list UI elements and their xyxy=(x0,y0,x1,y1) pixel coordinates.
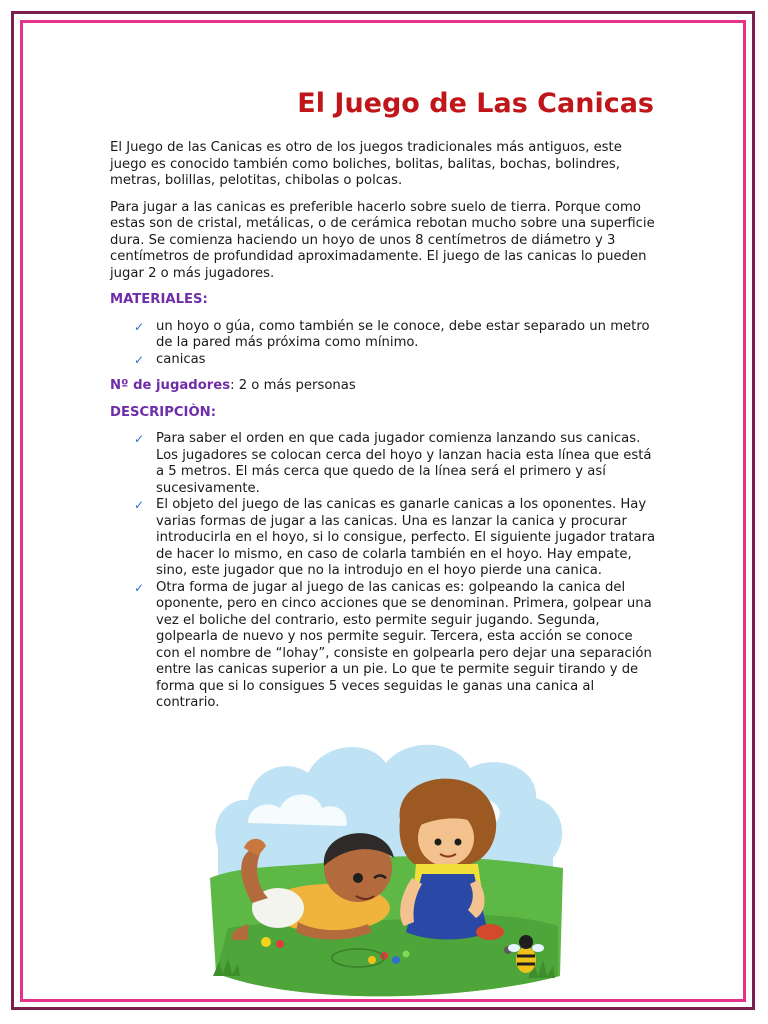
descripcion-list xyxy=(110,431,658,712)
list-item-text: Para saber el orden en que cada jugador comienza lanzando sus canicas. Los jugadores se colocan cerca del hoyo y lanzan hacia esta línea que está a 5 metros. El más cerca que quedo de la línea será el primero y así sucesivamente. xyxy=(156,431,652,496)
bee-head xyxy=(519,935,533,949)
bee-wing xyxy=(508,944,520,952)
marble xyxy=(392,956,400,964)
checkmark-icon: ✓ xyxy=(134,498,145,512)
jugadores-line xyxy=(110,378,658,395)
page-title: El Juego de Las Canicas xyxy=(297,88,654,119)
checkmark-icon: ✓ xyxy=(134,352,145,367)
materiales-list xyxy=(110,319,658,369)
boy-eye xyxy=(353,873,363,883)
list-item xyxy=(110,497,658,580)
intro-paragraph-2: Para jugar a las canicas es preferible hacerlo sobre suelo de tierra. Porque como estas son de cristal, metálicas, o de cerámica rebotan mucho sobre una superficie dura. Se comienza haciendo un hoyo de unos 8 centímetros de diámetro y 3 centímetros de profundidad aproximadamente. El juego de las canicas lo pueden jugar 2 o más jugadores. xyxy=(110,199,655,281)
list-item xyxy=(110,431,658,497)
materiales-heading: MATERIALES: xyxy=(110,292,208,307)
girl-shoe xyxy=(476,924,504,940)
marble xyxy=(261,937,271,947)
marble xyxy=(368,956,376,964)
jugadores-label: Nº de jugadores xyxy=(110,378,231,393)
marble xyxy=(276,940,284,948)
list-item xyxy=(110,580,658,712)
list-item-text: canicas xyxy=(156,351,206,367)
children-playing-marbles-illustration xyxy=(208,728,568,1000)
descripcion-heading: DESCRIPCIÒN: xyxy=(110,404,216,420)
bee-body xyxy=(516,947,536,973)
bee-wing xyxy=(532,944,544,952)
girl-eye xyxy=(435,839,442,846)
list-item xyxy=(110,352,658,369)
checkmark-icon: ✓ xyxy=(134,432,145,446)
marble xyxy=(403,951,410,958)
jugadores-value: : 2 o más personas xyxy=(230,378,356,393)
list-item xyxy=(110,319,658,352)
document-body xyxy=(110,84,658,722)
list-item-text: un hoyo o gúa, como también se le conoce, debe estar separado un metro de la pared más próxima como mínimo. xyxy=(156,318,650,350)
intro-paragraph-1: El Juego de las Canicas es otro de los juegos tradicionales más antiguos, este juego es conocido también como boliches, bolitas, balitas, bochas, bolindres, metras, bolillas, pelotitas, chibolas o polcas. xyxy=(110,140,622,188)
checkmark-icon: ✓ xyxy=(134,319,145,334)
list-item-text: El objeto del juego de las canicas es ganarle canicas a los oponentes. Hay varias formas de jugar a las canicas. Una es lanzar la canica y procurar introducirla en el hoyo, si lo consigue, perfecto. El siguiente jugador tratara de hacer lo mismo, en caso de colarla también en el hoyo. Hay empate, sino, este jugador que no la introdujo en el hoyo pierde una canica. xyxy=(156,497,656,578)
girl-eye xyxy=(455,839,462,846)
checkmark-icon: ✓ xyxy=(134,580,145,595)
list-item-text: Otra forma de jugar al juego de las canicas es: golpeando la canica del oponente, pero en cinco acciones que se denominan. Primera, golpear una vez el boliche del contrario, esto permite seguir jugando. Segunda, golpearla de nuevo y nos permite seguir. Tercera, esta acción se conoce con el nombre de “lohay”, consiste en golpearla pero dejar una separación entre las canicas superior a un pie. Lo que te permite seguir tirando y de forma que si lo consigues 5 veces seguidas le ganas una canica al contrario. xyxy=(156,579,652,710)
